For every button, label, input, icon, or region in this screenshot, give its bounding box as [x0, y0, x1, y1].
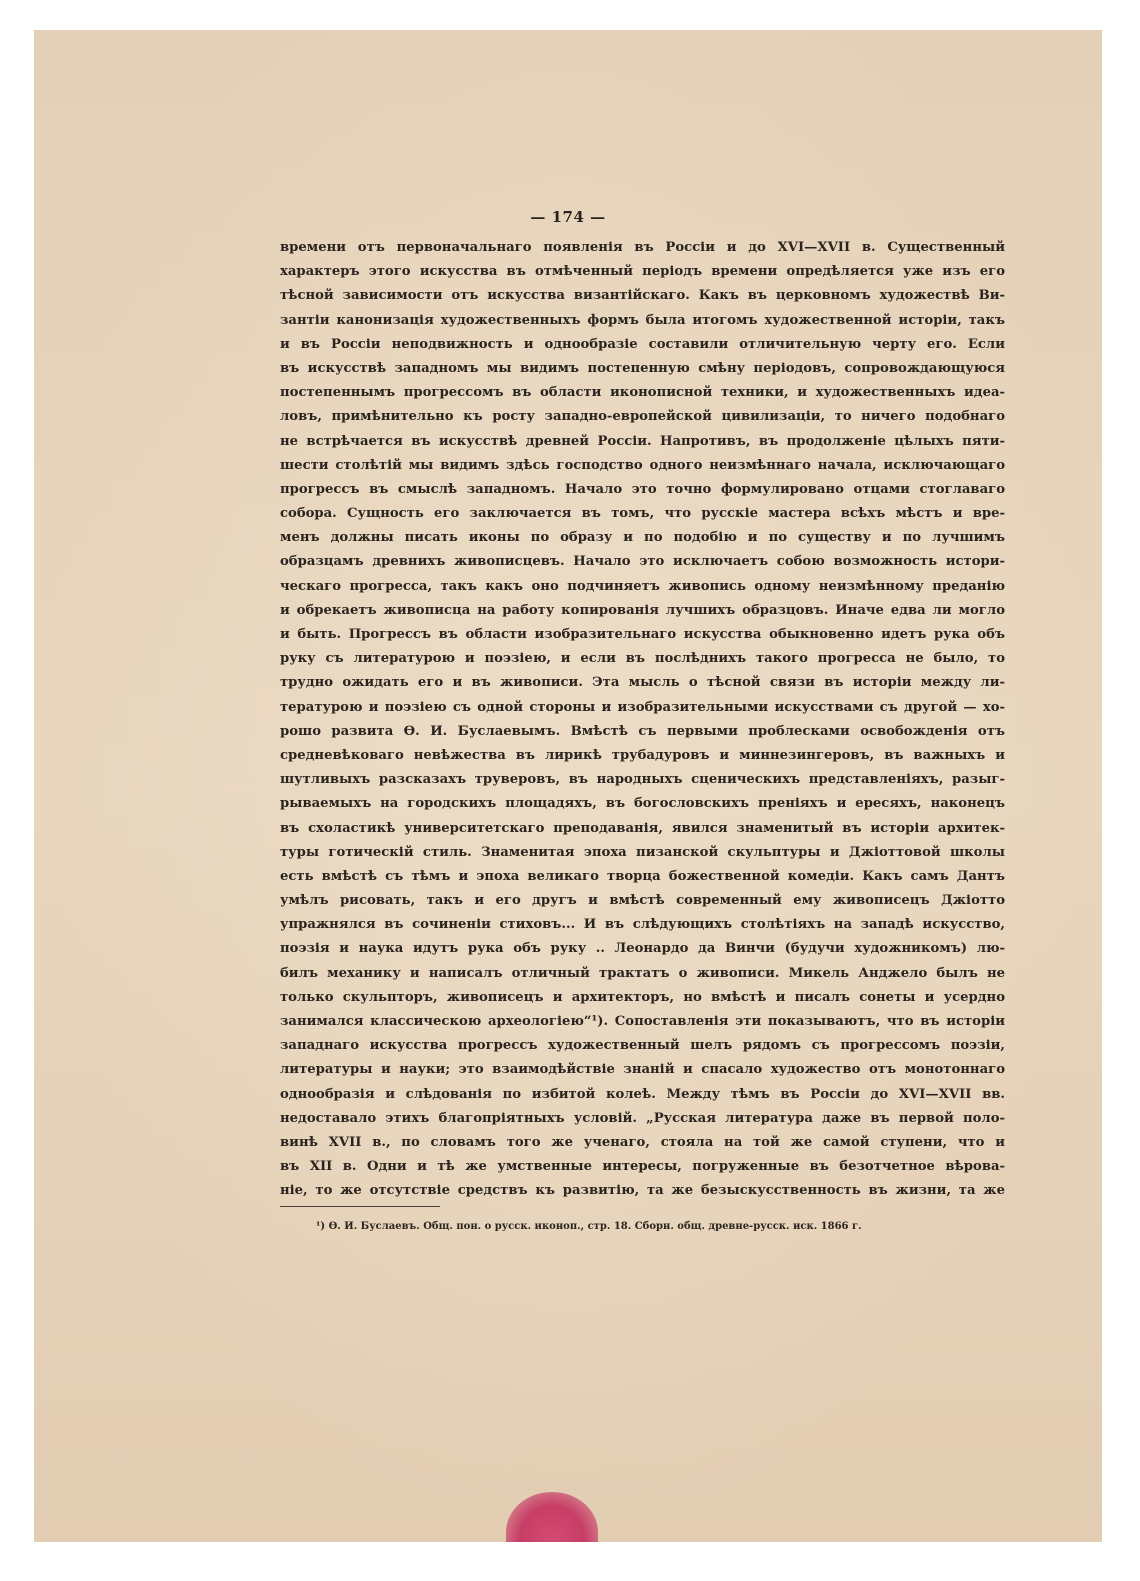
text-line: характеръ этого искусства въ отмѣченный періодъ времени опредѣляется уже изъ его — [280, 264, 1005, 280]
text-line: умѣлъ рисовать, такъ и его другъ и вмѣстѣ современный ему живописецъ Джіотто — [280, 893, 1005, 909]
text-line: ніе, то же отсутствіе средствъ къ развитію, та же безыскусственность въ жизни, та же — [280, 1183, 1005, 1199]
text-line: литературы и науки; это взаимодѣйствіе знаній и спасало художество отъ монотоннаго — [280, 1062, 1005, 1078]
text-line: и быть. Прогрессъ въ области изобразительнаго искусства обыкновенно идетъ рука объ — [280, 627, 1005, 642]
text-line: рываемыхъ на городскихъ площадяхъ, въ богословскихъ преніяхъ и ересяхъ, наконецъ — [280, 796, 1005, 812]
text-line: не встрѣчается въ искусствѣ древней Россіи. Напротивъ, въ продолженіе цѣлыхъ пяти- — [280, 433, 1005, 449]
text-line: въ XII в. Одни и тѣ же умственные интересы, погруженные въ безотчетное вѣрова- — [280, 1159, 1005, 1175]
text-line: только скульпторъ, живописецъ и архитекторъ, но вмѣстѣ и писалъ сонеты и усердно — [280, 989, 1005, 1005]
text-line: винѣ XVII в., по словамъ того же ученаго, стояла на той же самой ступени, что и — [280, 1134, 1005, 1150]
text-line: недоставало этихъ благопріятныхъ условій. „Русская литература даже въ первой поло- — [280, 1110, 1005, 1126]
text-line: зантіи канонизація художественныхъ формъ была итогомъ художественной исторіи, такъ — [280, 312, 1005, 328]
page-number: — 174 — — [530, 208, 606, 226]
text-line: билъ механику и написалъ отличный трактатъ о живописи. Микель Анджело былъ не — [280, 965, 1005, 981]
text-line: есть вмѣстѣ съ тѣмъ и эпоха великаго творца божественной комедіи. Какъ самъ Дантъ — [280, 868, 1005, 884]
text-line: прогрессъ въ смыслѣ западномъ. Начало это точно формулировано отцами стоглаваго — [280, 481, 1005, 497]
footnote: ¹) Ѳ. И. Буслаевъ. Общ. пон. о русск. иконоп., стр. 18. Сборн. общ. древне-русск. иск. 1866 г. — [316, 1221, 862, 1232]
ink-stain — [506, 1492, 598, 1542]
text-line: менъ должны писать иконы по образу и по подобію и по существу и по лучшимъ — [280, 530, 1005, 546]
text-line: рошо развита Ѳ. И. Буслаевымъ. Вмѣстѣ съ первыми проблесками освобожденія отъ — [280, 723, 1005, 739]
text-line: туры готическій стиль. Знаменитая эпоха пизанской скульптуры и Джіоттовой школы — [280, 844, 1005, 860]
scanned-page — [34, 30, 1102, 1542]
text-line: упражнялся въ сочиненіи стиховъ... И въ слѣдующихъ столѣтіяхъ на западѣ искусство, — [280, 917, 1005, 933]
text-line: руку съ литературою и поэзіею, и если въ послѣднихъ такого прогресса не было, то — [280, 651, 1005, 667]
footnote-divider — [280, 1206, 440, 1207]
text-line: занимался классическою археологіею“¹). Сопоставленія эти показываютъ, что въ исторіи — [280, 1014, 1005, 1029]
text-line: въ схоластикѣ университетскаго преподаванія, явился знаменитый въ исторіи архитек- — [280, 820, 1005, 836]
text-line: поэзія и наука идутъ рука объ руку .. Леонардо да Винчи (будучи художникомъ) лю- — [280, 941, 1005, 957]
text-line: средневѣковаго невѣжества въ лирикѣ трубадуровъ и миннезингеровъ, въ важныхъ и — [280, 747, 1005, 763]
text-line: шести столѣтій мы видимъ здѣсь господство одного неизмѣннаго начала, исключающаго — [280, 457, 1005, 473]
text-line: трудно ожидать его и въ живописи. Эта мысль о тѣсной связи въ исторіи между ли- — [280, 675, 1005, 691]
text-line: и въ Россіи неподвижность и однообразіе составили отличительную черту его. Если — [280, 336, 1005, 352]
text-line: постепеннымъ прогрессомъ въ области иконописной техники, и художественныхъ идеа- — [280, 385, 1005, 401]
text-line: образцамъ древнихъ живописцевъ. Начало это исключаетъ собою возможность истори- — [280, 554, 1005, 570]
text-line: собора. Сущность его заключается въ томъ, что русскіе мастера всѣхъ мѣстъ и вре- — [280, 506, 1005, 522]
text-line: тѣсной зависимости отъ искусства византійскаго. Какъ въ церковномъ художествѣ Ви- — [280, 288, 1005, 304]
text-line: тературою и поэзіею съ одной стороны и изобразительными искусствами съ другой — хо- — [280, 699, 1005, 715]
text-line: западнаго искусства прогрессъ художественный шелъ рядомъ съ прогрессомъ поэзіи, — [280, 1038, 1005, 1054]
text-line: и обрекаетъ живописца на работу копированія лучшихъ образцовъ. Иначе едва ли могло — [280, 602, 1005, 618]
text-line: шутливыхъ разсказахъ труверовъ, въ народныхъ сценическихъ представленіяхъ, разыг- — [280, 772, 1005, 788]
text-line: въ искусствѣ западномъ мы видимъ постепенную смѣну періодовъ, сопровождающуюся — [280, 360, 1005, 376]
text-line: ловъ, примѣнительно къ росту западно-европейской цивилизаціи, то ничего подобнаго — [280, 409, 1005, 425]
text-line: времени отъ первоначальнаго появленія въ Россіи и до XVI—XVII в. Существенный — [280, 240, 1005, 255]
text-line: однообразія и слѣдованія по избитой колеѣ. Между тѣмъ въ Россіи до XVI—XVII вв. — [280, 1086, 1005, 1102]
body-text — [280, 236, 1005, 1204]
text-line: ческаго прогресса, такъ какъ оно подчиняетъ живопись одному неизмѣнному преданію — [280, 578, 1005, 594]
